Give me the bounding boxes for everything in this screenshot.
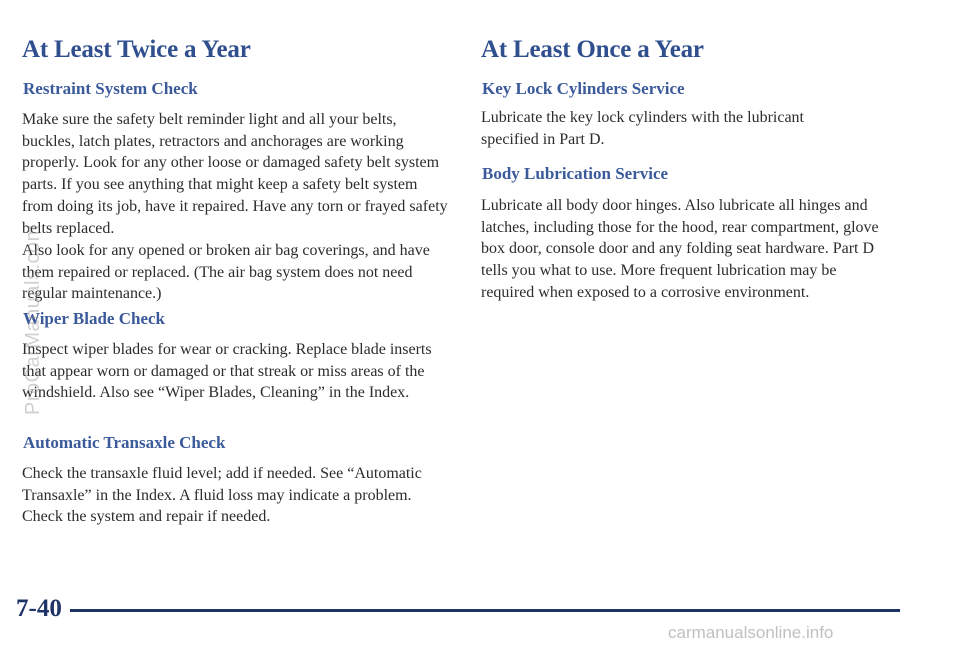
paragraph-automatic-transaxle: Check the transaxle fluid level; add if needed. See “Automatic Transaxle” in the Index. A fluid loss may indicate a problem. Check the system and repair if needed. (22, 465, 422, 526)
subheading-wiper-blade-check: Wiper Blade Check (23, 309, 165, 328)
footer-watermark: carmanualsonline.info (668, 623, 834, 642)
footer-rule (70, 609, 900, 612)
section-heading-once-a-year: At Least Once a Year (481, 36, 704, 63)
paragraph-key-lock-cylinders: Lubricate the key lock cylinders with the lubricant specified in Part D. (481, 109, 804, 148)
subheading-key-lock-cylinders-service: Key Lock Cylinders Service (482, 79, 685, 98)
side-watermark: ProCarManuals.com (22, 224, 44, 415)
paragraph-air-bag-coverings: Also look for any opened or broken air bag coverings, and have them repaired or replaced. (The air bag system does not need regular maintenance.) (22, 242, 430, 303)
paragraph-restraint-check: Make sure the safety belt reminder light and all your belts, buckles, latch plates, retractors and anchorages are working properly. Look for any other loose or damaged safety belt system parts. If you see anything that might keep a safety belt system from doing its job, have it repaired. Have any torn or frayed safety belts replaced. (22, 111, 448, 237)
section-heading-twice-a-year: At Least Twice a Year (22, 36, 251, 63)
page-number: 7-40 (16, 595, 62, 622)
subheading-restraint-system-check: Restraint System Check (23, 79, 198, 98)
subheading-automatic-transaxle-check: Automatic Transaxle Check (23, 433, 226, 452)
paragraph-wiper-blade: Inspect wiper blades for wear or cracking. Replace blade inserts that appear worn or damaged or that streak or miss areas of the windshield. Also see “Wiper Blades, Cleaning” in the Index. (22, 341, 432, 402)
paragraph-body-lubrication: Lubricate all body door hinges. Also lubricate all hinges and latches, including those for the hood, rear compartment, glove box door, console door and any folding seat hardware. Part D tells you what to use. More frequent lubrication may be required when exposed to a corrosive environment. (481, 197, 879, 301)
subheading-body-lubrication-service: Body Lubrication Service (482, 164, 669, 183)
